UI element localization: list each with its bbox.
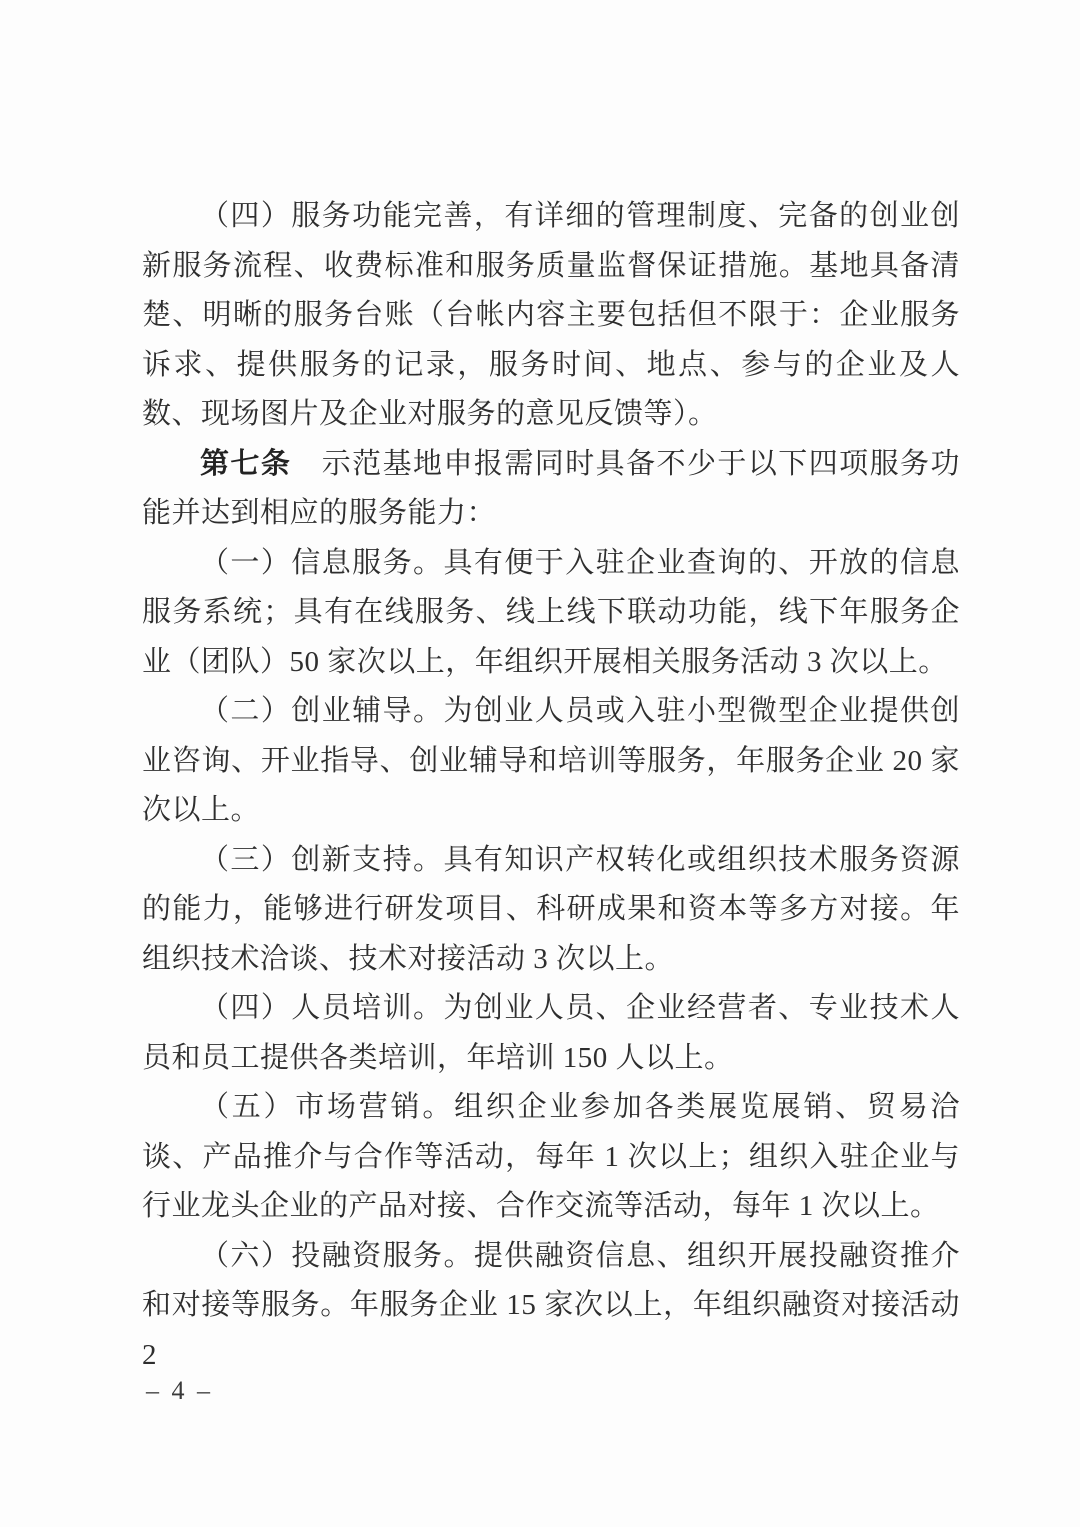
document-body — [142, 192, 960, 1380]
paragraph-item-4-personnel-training: （四）人员培训。为创业人员、企业经营者、专业技术人员和员工提供各类培训，年培训 150 人以上。 — [142, 992, 960, 1074]
article-7-text: 示范基地申报需同时具备不少于以下四项服务功能并达到相应的服务能力： — [142, 447, 960, 529]
paragraph-article-7 — [142, 440, 960, 539]
paragraph-item-4-service-functions: （四）服务功能完善，有详细的管理制度、完备的创业创新服务流程、收费标准和服务质量监督保证措施。基地具备清楚、明晰的服务台账（台帐内容主要包括但不限于：企业服务诉求、提供服务的记录，服务时间、地点、参与的企业及人数、现场图片及企业对服务的意见反馈等）。 — [142, 200, 960, 430]
paragraph-item-1-information-service: （一）信息服务。具有便于入驻企业查询的、开放的信息服务系统；具有在线服务、线上线下联动功能，线下年服务企业（团队）50 家次以上，年组织开展相关服务活动 3 次以上。 — [142, 546, 960, 678]
paragraph-item-5-marketing: （五）市场营销。组织企业参加各类展览展销、贸易洽谈、产品推介与合作等活动，每年 1 次以上；组织入驻企业与行业龙头企业的产品对接、合作交流等活动，每年 1 次以上。 — [142, 1091, 960, 1222]
paragraph-item-6-investment-financing: （六）投融资服务。提供融资信息、组织开展投融资推介和对接等服务。年服务企业 15 家次以上，年组织融资对接活动 2 — [142, 1239, 960, 1371]
article-7-label: 第七条 — [200, 447, 292, 480]
page-number: – 4 – — [146, 1376, 213, 1405]
paragraph-item-2-startup-coaching: （二）创业辅导。为创业人员或入驻小型微型企业提供创业咨询、开业指导、创业辅导和培训等服务，年服务企业 20 家次以上。 — [142, 695, 960, 826]
paragraph-item-3-innovation-support: （三）创新支持。具有知识产权转化或组织技术服务资源的能力，能够进行研发项目、科研成果和资本等多方对接。年组织技术洽谈、技术对接活动 3 次以上。 — [142, 843, 960, 975]
